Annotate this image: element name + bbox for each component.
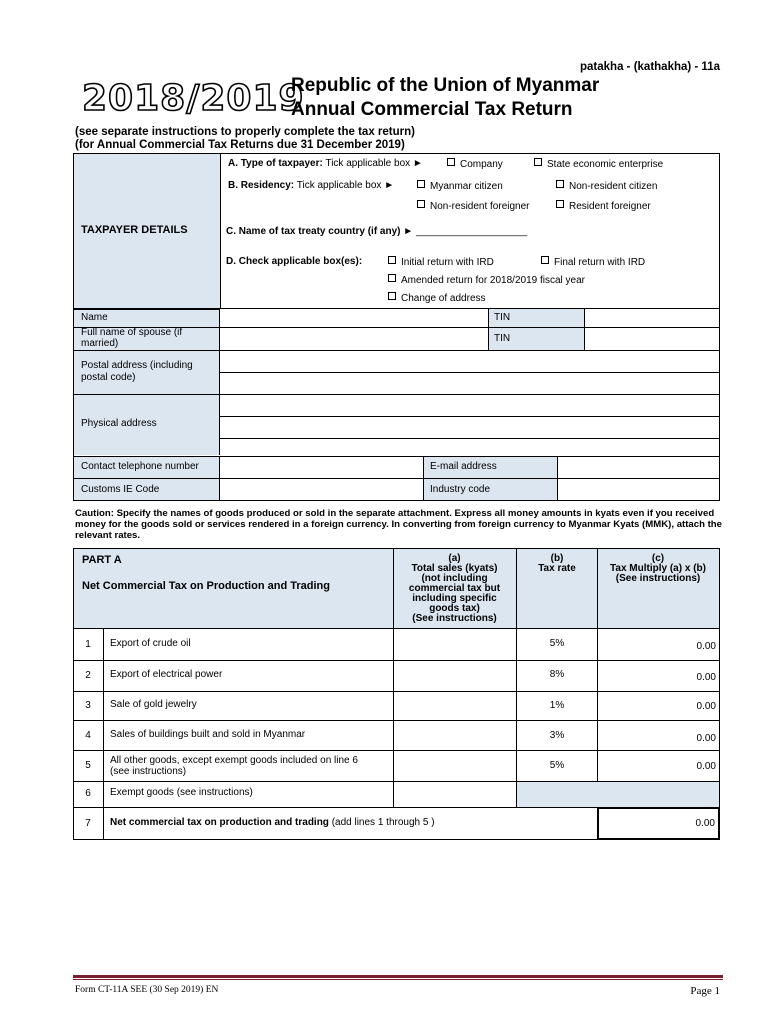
tax-amount: 0.00 — [696, 672, 716, 683]
row-number: 4 — [85, 730, 91, 741]
initial-return-label: Initial return with IRD — [401, 257, 494, 268]
row-number: 5 — [85, 760, 91, 771]
checkbox-nonresident-citizen[interactable] — [556, 180, 657, 192]
checkbox-company[interactable] — [447, 158, 503, 170]
checkbox-icon — [447, 158, 455, 166]
checkbox-myanmar-citizen[interactable] — [417, 180, 503, 192]
divider — [74, 394, 220, 395]
tick-instruction: Tick applicable box ► — [325, 158, 423, 169]
resident-foreigner-label: Resident foreigner — [569, 201, 651, 212]
row-number: 1 — [85, 639, 91, 650]
spouse-tin-input[interactable] — [585, 328, 719, 349]
name-input[interactable] — [220, 309, 488, 327]
industry-code-input[interactable] — [558, 479, 719, 500]
checkbox-nonresident-foreigner[interactable] — [417, 200, 530, 212]
company-label: Company — [460, 159, 503, 170]
checkbox-change-address[interactable] — [388, 292, 486, 304]
net-tax-total: 0.00 — [695, 818, 715, 829]
row-description: Export of electrical power — [110, 669, 223, 680]
title-form: Annual Commercial Tax Return — [291, 99, 573, 120]
postal-address-label: Postal address (including postal code) — [81, 360, 193, 383]
spouse-label: Full name of spouse (if married) — [81, 327, 183, 349]
tick-instruction: Tick applicable box ► — [296, 180, 395, 191]
type-of-taxpayer-label: A. Type of taxpayer: — [228, 158, 323, 169]
email-input[interactable] — [558, 457, 719, 478]
total-sales-input[interactable] — [394, 692, 516, 720]
physical-address-input[interactable] — [220, 395, 719, 456]
instructions-note: (see separate instructions to properly complete the tax return) — [75, 126, 415, 138]
spouse-name-input[interactable] — [220, 328, 488, 349]
net-tax-note: (add lines 1 through 5 ) — [328, 817, 435, 828]
checkbox-final-return[interactable] — [541, 256, 645, 268]
tax-rate: 1% — [549, 700, 565, 711]
taxpayer-details-label: TAXPAYER DETAILS — [81, 224, 188, 236]
type-of-taxpayer-row — [228, 158, 423, 169]
tax-rate: 3% — [549, 730, 565, 741]
check-boxes-label: D. Check applicable box(es): — [226, 256, 363, 267]
checkbox-state-enterprise[interactable] — [534, 158, 663, 170]
nonresident-citizen-label: Non-resident citizen — [569, 181, 658, 192]
tax-rate: 5% — [549, 638, 565, 649]
checkbox-amended-return[interactable] — [388, 274, 585, 286]
residency-label: B. Residency: — [228, 180, 295, 191]
col-b-header: (b) Tax rate — [538, 553, 576, 574]
taxpayer-details-label-cell — [74, 154, 221, 308]
total-sales-input[interactable] — [394, 629, 516, 660]
form-id: patakha - (kathakha) - 11a — [580, 61, 720, 73]
col-c-header: (c) Tax Multiply (a) x (b) (See instructions) — [610, 553, 706, 584]
checkbox-icon — [417, 200, 425, 208]
checkbox-icon — [556, 180, 564, 188]
checkbox-icon — [388, 274, 396, 282]
title-country: Republic of the Union of Myanmar — [291, 75, 600, 96]
row-description: Sale of gold jewelry — [110, 699, 197, 710]
part-a-table — [73, 548, 720, 840]
checkbox-icon — [388, 256, 396, 264]
tin-label: TIN — [494, 312, 511, 323]
tax-rate: 5% — [549, 760, 565, 771]
row-description: Export of crude oil — [110, 638, 191, 649]
col-a-header: (a) Total sales (kyats) (not including commercial tax but including specific goods tax) (See instructions) — [408, 553, 501, 624]
tin-input[interactable] — [585, 309, 719, 327]
row-number: 6 — [85, 788, 91, 799]
row-description: Sales of buildings built and sold in Myanmar — [110, 729, 306, 740]
tax-year: 2018/2019 — [82, 78, 305, 119]
checkbox-icon — [534, 158, 542, 166]
tax-treaty-input[interactable]: ____________________ — [415, 226, 528, 237]
phone-label: Contact telephone number — [81, 461, 199, 472]
divider — [74, 478, 220, 479]
row-number: 7 — [85, 818, 91, 829]
due-date-note: (for Annual Commercial Tax Returns due 31 December 2019) — [75, 139, 405, 151]
row-number: 2 — [85, 670, 91, 681]
exempt-shaded-cell — [517, 782, 719, 807]
net-tax-total-cell — [597, 807, 720, 840]
checkbox-icon — [417, 180, 425, 188]
footer-rule — [73, 975, 723, 978]
nonresident-foreigner-label: Non-resident foreigner — [430, 201, 530, 212]
row-number: 3 — [85, 700, 91, 711]
taxpayer-details-table — [73, 153, 720, 501]
page-number: Page 1 — [690, 985, 720, 997]
tax-treaty-row — [226, 226, 527, 237]
total-sales-input[interactable] — [394, 721, 516, 750]
caution-text: Caution: Specify the names of goods produced or sold in the separate attachment. Express all money amounts in kyats even if you received money for the goods sold or services rendered in a foreign currency. In converting from foreign currency to Myanmar Kyats (MMK), attach the relevant rates. — [75, 508, 723, 541]
industry-code-label: Industry code — [430, 484, 491, 495]
part-a-title: Net Commercial Tax on Production and Trading — [82, 580, 330, 592]
checkbox-icon — [388, 292, 396, 300]
checkbox-icon — [556, 200, 564, 208]
footer-rule — [73, 979, 723, 980]
part-a-label: PART A — [82, 554, 122, 566]
net-tax-description — [110, 817, 435, 828]
checkbox-initial-return[interactable] — [388, 256, 494, 268]
divider — [597, 549, 598, 781]
tax-treaty-label: C. Name of tax treaty country (if any) ► — [226, 226, 414, 237]
customs-label: Customs IE Code — [81, 484, 160, 495]
residency-row — [228, 180, 394, 191]
postal-address-input[interactable] — [220, 351, 719, 394]
state-enterprise-label: State economic enterprise — [547, 159, 664, 170]
divider — [74, 309, 220, 310]
divider — [488, 327, 585, 328]
name-label: Name — [81, 312, 108, 323]
tax-rate: 8% — [549, 669, 565, 680]
email-label: E-mail address — [430, 461, 497, 472]
physical-address-label: Physical address — [81, 418, 157, 429]
customs-code-input[interactable] — [220, 479, 423, 500]
total-sales-input[interactable] — [394, 661, 516, 691]
phone-input[interactable] — [220, 457, 423, 478]
form-code: Form CT-11A SEE (30 Sep 2019) EN — [75, 985, 219, 995]
tax-amount: 0.00 — [696, 641, 716, 652]
tax-amount: 0.00 — [696, 701, 716, 712]
spouse-tin-label: TIN — [494, 333, 511, 344]
row-description: Exempt goods (see instructions) — [110, 787, 253, 798]
change-address-label: Change of address — [401, 293, 486, 304]
tax-amount: 0.00 — [696, 761, 716, 772]
net-tax-label: Net commercial tax on production and trading — [110, 817, 329, 828]
amended-return-label: Amended return for 2018/2019 fiscal year — [401, 275, 585, 286]
exempt-sales-input[interactable] — [394, 782, 516, 807]
final-return-label: Final return with IRD — [554, 257, 646, 268]
tax-amount: 0.00 — [696, 733, 716, 744]
myanmar-citizen-label: Myanmar citizen — [430, 181, 503, 192]
divider — [423, 478, 558, 479]
row-description: All other goods, except exempt goods included on line 6 (see instructions) — [110, 755, 358, 777]
checkbox-icon — [541, 256, 549, 264]
divider — [74, 350, 220, 351]
total-sales-input[interactable] — [394, 751, 516, 781]
checkbox-resident-foreigner[interactable] — [556, 200, 651, 212]
